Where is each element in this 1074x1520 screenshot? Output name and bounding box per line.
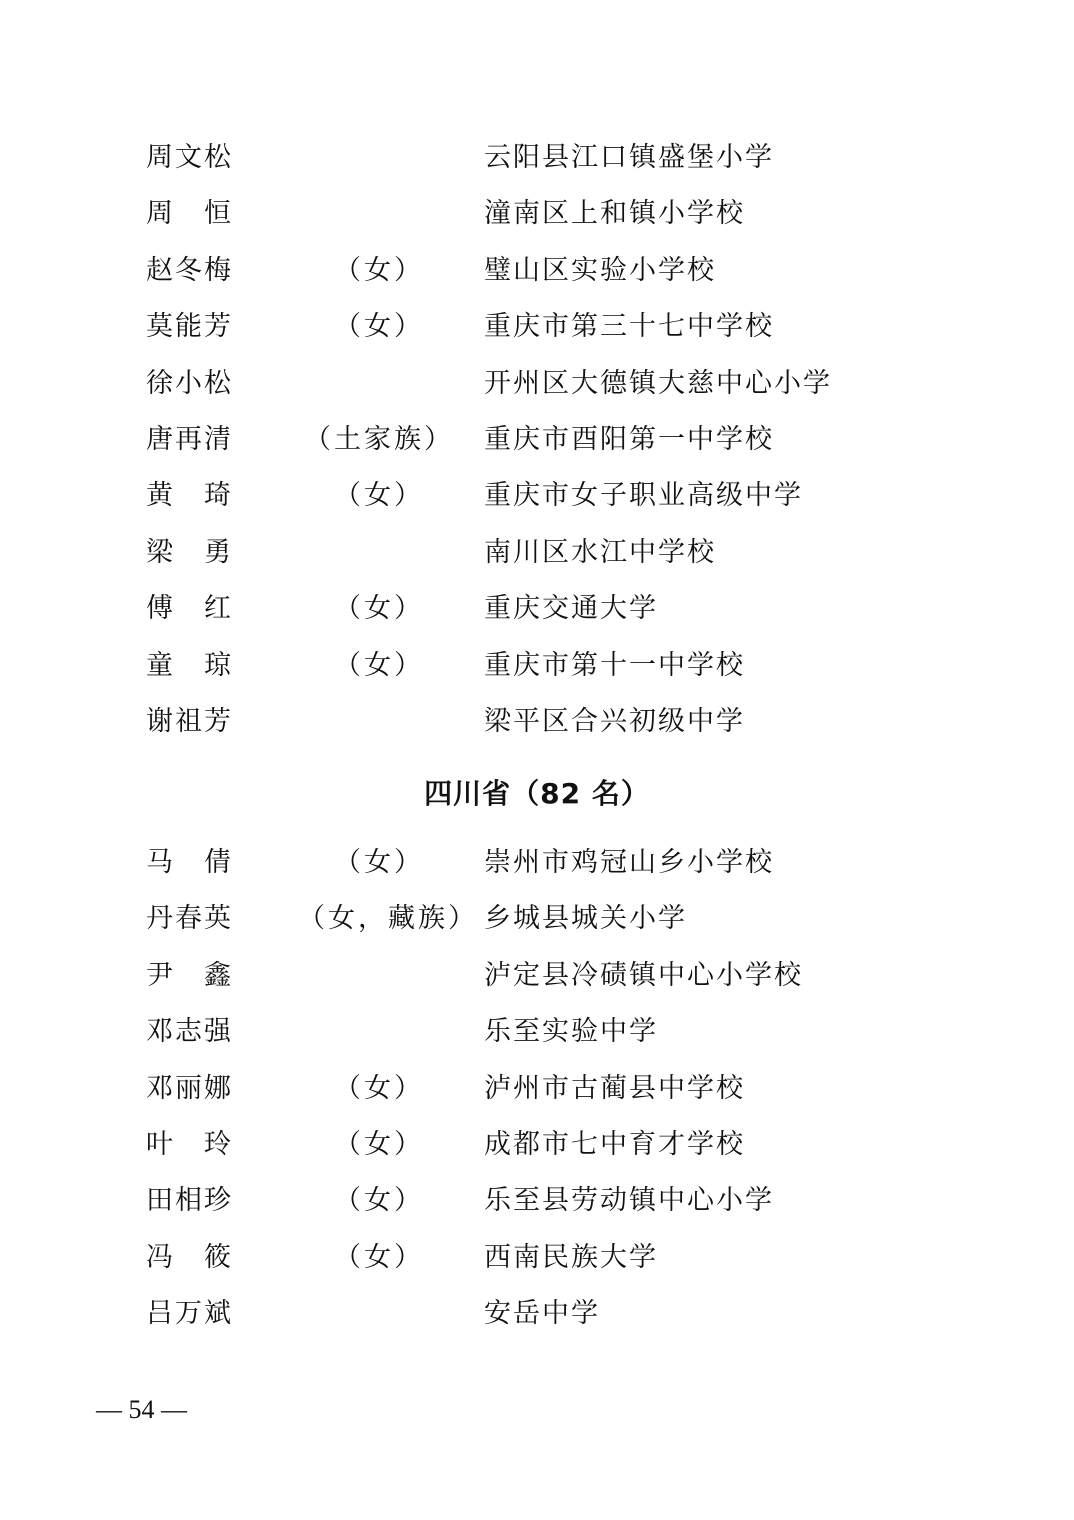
school-name: 重庆市酉阳第一中学校 [484, 423, 774, 455]
person-name: 马 倩 [146, 847, 233, 878]
school-name: 重庆市第三十七中学校 [484, 311, 774, 343]
person-name: 丹春英 [146, 903, 233, 935]
school-name: 重庆市第十一中学校 [484, 649, 745, 681]
person-name: 童 琼 [146, 649, 233, 681]
school-name: 梁平区合兴初级中学 [484, 705, 745, 737]
person-note: （女） [334, 1185, 424, 1217]
list-item [0, 694, 1074, 750]
person-note: （女） [334, 480, 424, 512]
person-name: 周 恒 [146, 198, 233, 230]
list-item [0, 1230, 1074, 1286]
school-name: 泸州市古蔺县中学校 [484, 1072, 745, 1104]
list-item [0, 891, 1074, 947]
list-item [0, 948, 1074, 1004]
school-name: 崇州市鸡冠山乡小学校 [484, 847, 774, 878]
school-name: 成都市七中育才学校 [484, 1128, 745, 1160]
school-name: 乡城县城关小学 [484, 903, 687, 935]
person-name: 吕万斌 [146, 1298, 233, 1330]
province-heading: 四川省（82 名） [424, 777, 650, 810]
person-name: 田相珍 [146, 1185, 233, 1217]
person-note [298, 1004, 460, 1060]
school-name: 西南民族大学 [484, 1241, 658, 1273]
person-note [298, 948, 460, 1004]
list-item [0, 356, 1074, 412]
person-name: 谢祖芳 [146, 705, 233, 737]
school-name: 重庆交通大学 [484, 593, 658, 625]
list-item [0, 581, 1074, 637]
list-item [0, 1061, 1074, 1117]
school-name: 云阳县江口镇盛堡小学 [484, 142, 774, 173]
school-name: 开州区大德镇大慈中心小学 [484, 367, 832, 399]
school-name: 乐至实验中学 [484, 1016, 658, 1048]
person-note: （女） [334, 649, 424, 681]
person-name: 叶 玲 [146, 1128, 233, 1160]
list-item [0, 243, 1074, 299]
list-item [0, 299, 1074, 355]
list-item [0, 130, 1074, 186]
person-note [298, 1286, 460, 1342]
person-note [298, 525, 460, 581]
person-name: 黄 琦 [146, 480, 233, 512]
person-note: （女） [334, 593, 424, 625]
list-item [0, 1004, 1074, 1060]
person-note: （女） [334, 1241, 424, 1273]
person-name: 徐小松 [146, 367, 233, 399]
person-note: （女） [334, 847, 424, 878]
person-name: 赵冬梅 [146, 254, 233, 286]
person-note: （女） [334, 311, 424, 343]
school-name: 乐至县劳动镇中心小学 [484, 1185, 774, 1217]
person-note [298, 186, 460, 242]
person-name: 邓志强 [146, 1016, 233, 1048]
person-note [298, 694, 460, 750]
page-number: — 54 — [96, 1395, 187, 1424]
list-item [0, 638, 1074, 694]
school-name: 泸定县冷碛镇中心小学校 [484, 959, 803, 991]
person-note: （女） [334, 1072, 424, 1104]
person-name: 傅 红 [146, 593, 233, 625]
person-name: 莫能芳 [146, 311, 233, 343]
list-item [0, 525, 1074, 581]
person-name: 梁 勇 [146, 536, 233, 568]
person-note [298, 356, 460, 412]
list-item [0, 412, 1074, 468]
sichuan-list [0, 835, 1074, 1343]
school-name: 潼南区上和镇小学校 [484, 198, 745, 230]
person-note: （土家族） [304, 423, 454, 455]
school-name: 南川区水江中学校 [484, 536, 716, 568]
list-item [0, 186, 1074, 242]
person-note: （女） [334, 254, 424, 286]
person-name: 尹 鑫 [146, 959, 233, 991]
list-item [0, 1286, 1074, 1342]
school-name: 安岳中学 [484, 1298, 600, 1330]
person-name: 唐再清 [146, 423, 233, 455]
list-item [0, 1173, 1074, 1229]
chongqing-list [0, 130, 1074, 750]
person-note: （女，藏族） [298, 903, 478, 935]
person-name: 冯 筱 [146, 1241, 233, 1273]
school-name: 璧山区实验小学校 [484, 254, 716, 286]
list-item [0, 468, 1074, 524]
person-note: （女） [334, 1128, 424, 1160]
list-item [0, 1117, 1074, 1173]
person-name: 周文松 [146, 142, 233, 173]
list-item [0, 835, 1074, 891]
school-name: 重庆市女子职业高级中学 [484, 480, 803, 512]
person-name: 邓丽娜 [146, 1072, 233, 1104]
person-note [298, 130, 460, 186]
